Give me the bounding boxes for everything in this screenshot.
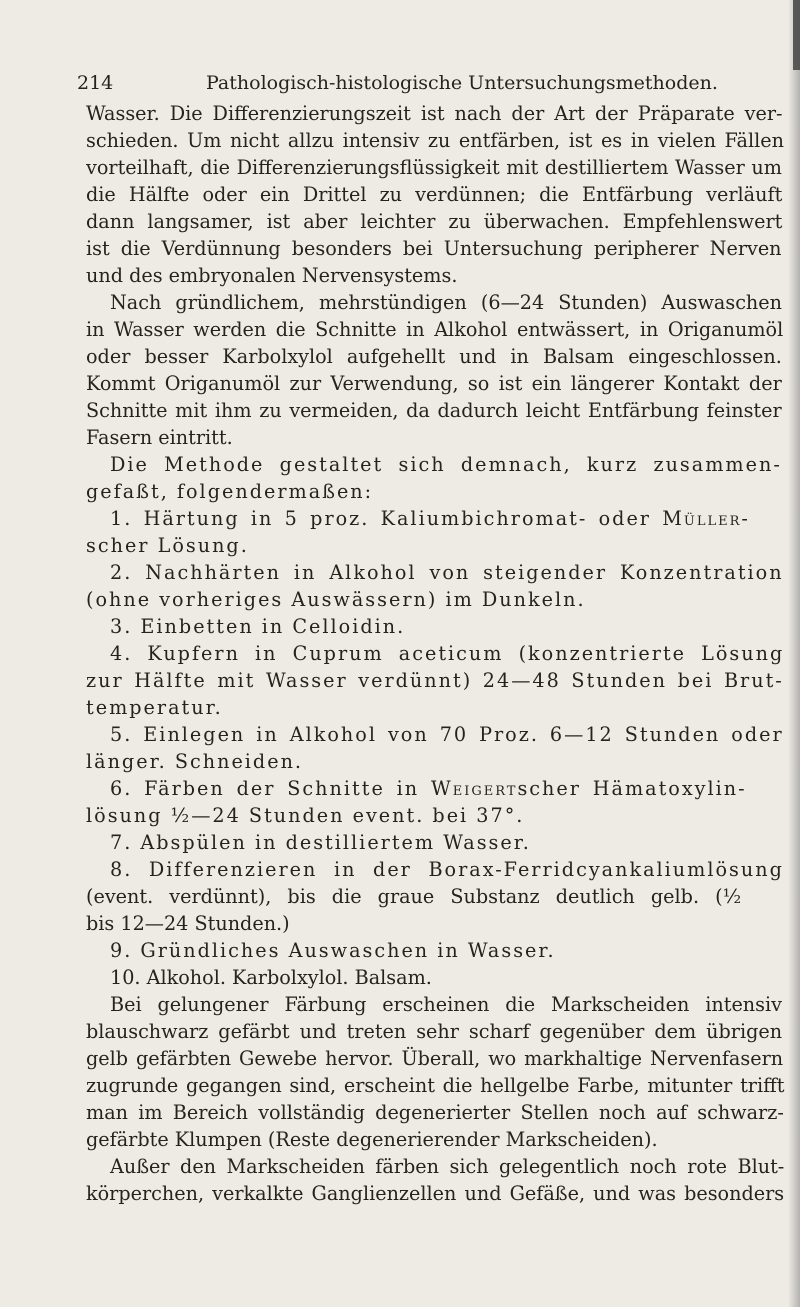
text-line: Die Methode gestaltet sich demnach, kurz zusammen- — [110, 453, 782, 476]
text-line: 4. Kupfern in Cuprum aceticum (konzentrierte Lösung — [110, 642, 785, 665]
text-segment: scher Hämatoxylin- — [517, 777, 747, 800]
page-edge-mark — [793, 0, 800, 70]
text-segment: 6. Färben der Schnitte in — [110, 777, 431, 800]
text-line: vorteilhaft, die Differenzierungsflüssigkeit mit destilliertem Wasser um — [86, 156, 782, 179]
running-title: Pathologisch-histologische Untersuchungsmethoden. — [206, 72, 718, 94]
text-line: dann langsamer, ist aber leichter zu überwachen. Empfehlenswert — [86, 210, 783, 233]
text-line: zur Hälfte mit Wasser verdünnt) 24—48 Stunden bei Brut- — [86, 669, 784, 692]
text-line: Kommt Origanumöl zur Verwendung, so ist ein längerer Kontakt der — [86, 372, 782, 395]
text-line: Fasern eintritt. — [86, 426, 233, 449]
text-line: temperatur. — [86, 696, 223, 719]
text-line: lösung ½—24 Stunden event. bei 37°. — [86, 804, 525, 827]
text-line: 7. Abspülen in destilliertem Wasser. — [110, 831, 531, 854]
text-line: Außer den Markscheiden färben sich gelegentlich noch rote Blut- — [110, 1155, 785, 1178]
text-line: Schnitte mit ihm zu vermeiden, da dadurch leicht Entfärbung feinster — [86, 399, 782, 422]
page-number: 214 — [77, 72, 114, 94]
text-line: 10. Alkohol. Karbolxylol. Balsam. — [110, 966, 432, 989]
text-line: (event. verdünnt), bis die graue Substanz deutlich gelb. (½ — [86, 885, 742, 908]
text-line: ist die Verdünnung besonders bei Untersuchung peripherer Nerven — [86, 237, 782, 260]
text-line: gefärbte Klumpen (Reste degenerierender Markscheiden). — [86, 1128, 658, 1151]
text-line: (ohne vorheriges Auswässern) im Dunkeln. — [86, 588, 586, 611]
text-line: Bei gelungener Färbung erscheinen die Markscheiden intensiv — [110, 993, 782, 1016]
text-line: zugrunde gegangen sind, erscheint die hellgelbe Farbe, mitunter trifft — [86, 1074, 785, 1097]
text-line: 9. Gründliches Auswaschen in Wasser. — [110, 939, 556, 962]
text-line: 2. Nachhärten in Alkohol von steigender Konzentration — [110, 561, 784, 584]
text-line: blauschwarz gefärbt und treten sehr scharf gegenüber dem übrigen — [86, 1020, 783, 1043]
text-line — [110, 509, 782, 528]
text-line: gelb gefärbten Gewebe hervor. Überall, wo markhaltige Nervenfasern — [86, 1047, 784, 1070]
text-line: länger. Schneiden. — [86, 750, 304, 773]
text-line: schieden. Um nicht allzu intensiv zu entfärben, ist es in vielen Fällen — [86, 129, 784, 152]
text-line: Nach gründlichem, mehrstündigen (6—24 Stunden) Auswaschen — [110, 291, 783, 314]
text-line: man im Bereich vollständig degenerierter Stellen noch auf schwarz- — [86, 1101, 784, 1124]
text-line: die Hälfte oder ein Drittel zu verdünnen; die Entfärbung verläuft — [86, 183, 783, 206]
text-line: gefaßt, folgendermaßen: — [86, 480, 374, 503]
page-edge-shadow — [788, 0, 800, 1307]
text-line: bis 12—24 Stunden.) — [86, 912, 290, 935]
text-line: in Wasser werden die Schnitte in Alkohol entwässert, in Origanumöl — [86, 318, 784, 341]
author-name: Müller — [662, 507, 742, 530]
text-line: Wasser. Die Differenzierungszeit ist nach der Art der Präparate ver- — [86, 102, 783, 125]
text-line: oder besser Karbolxylol aufgehellt und in Balsam eingeschlossen. — [86, 345, 782, 368]
text-line — [110, 779, 784, 798]
text-line: 8. Differenzieren in der Borax-Ferridcyankaliumlösung — [110, 858, 784, 881]
text-line: 5. Einlegen in Alkohol von 70 Proz. 6—12 Stunden oder — [110, 723, 784, 746]
text-line: 3. Einbetten in Celloidin. — [110, 615, 406, 638]
text-segment: - — [741, 507, 750, 530]
text-segment: 1. Härtung in 5 proz. Kaliumbichromat- oder — [110, 507, 663, 530]
text-line: körperchen, verkalkte Ganglienzellen und Gefäße, und was besonders — [86, 1182, 785, 1205]
text-line: und des embryonalen Nervensystems. — [86, 264, 458, 287]
text-line: scher Lösung. — [86, 534, 249, 557]
author-name: Weigert — [431, 777, 518, 800]
